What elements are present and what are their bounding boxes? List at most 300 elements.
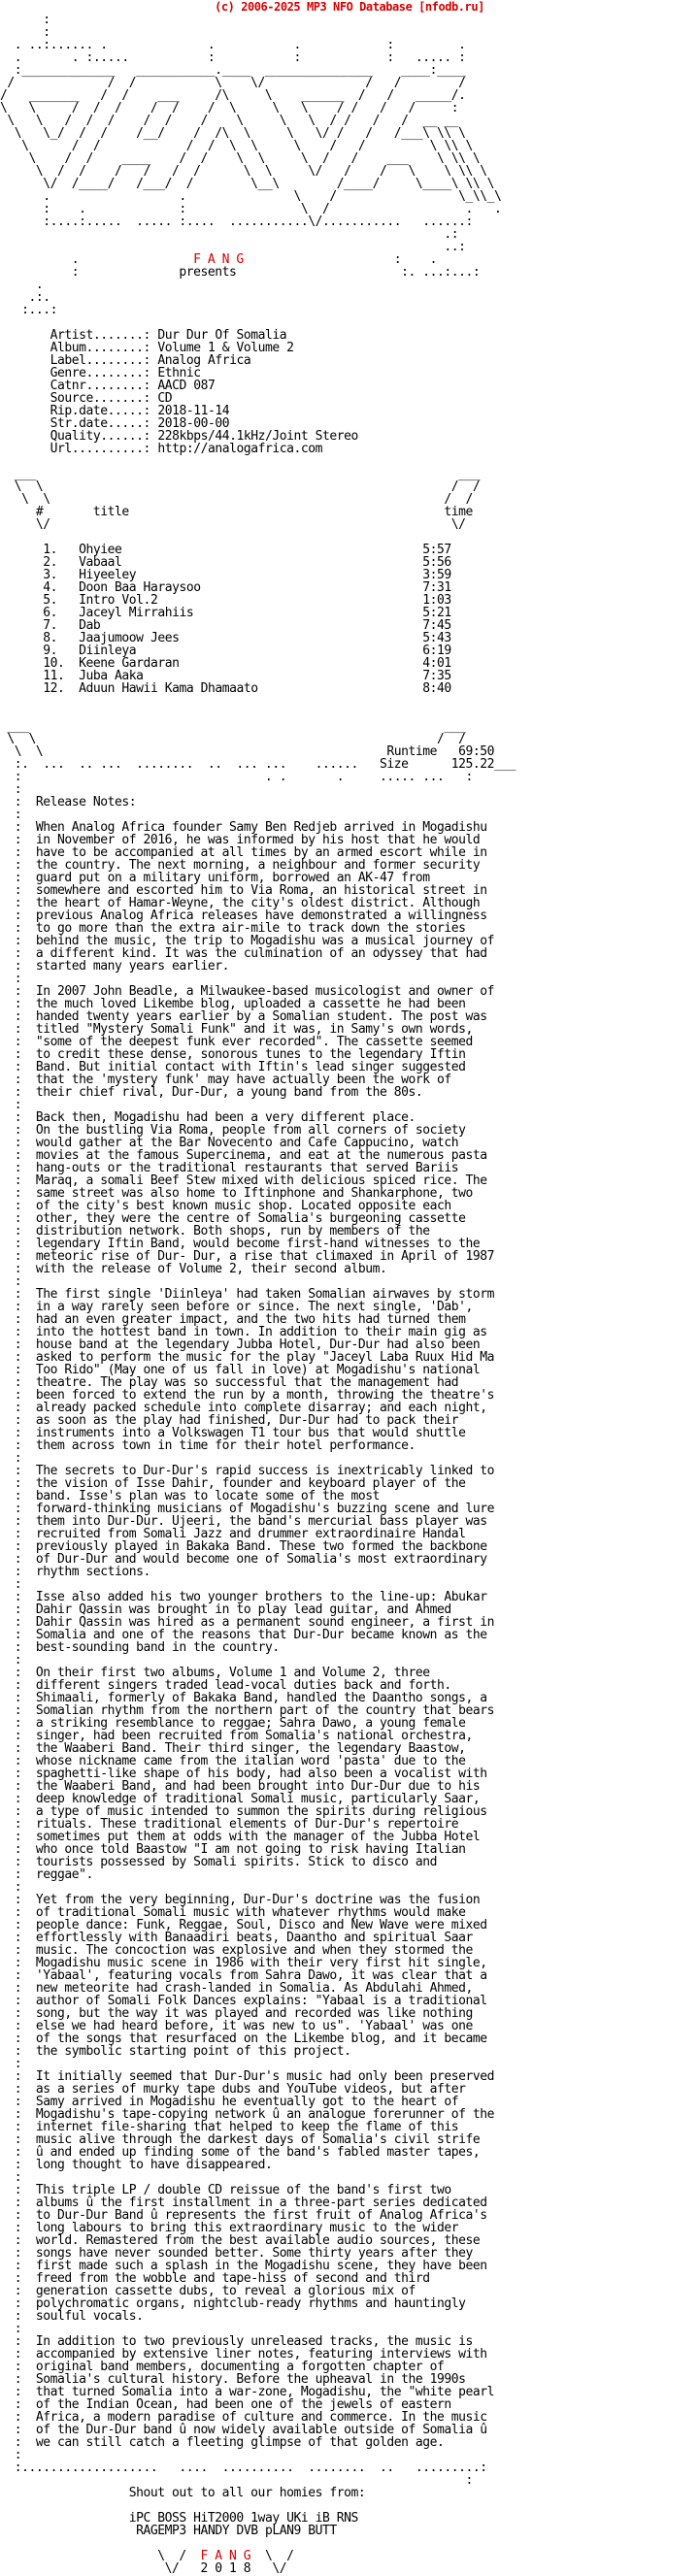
info-label: Url..........: xyxy=(50,442,150,456)
track-title: Juba Aaka xyxy=(79,669,144,683)
notes-line: : new meteorite had crash-landed in Somalia. As Abdulahi Ahmed, xyxy=(0,1981,473,1996)
shoutout-text: Shout out to all our homies from: xyxy=(128,2486,366,2500)
notes-text: new meteorite had crash-landed in Somalia. As Abdulahi Ahmed, xyxy=(35,1981,473,1996)
notes-line: : original band members, documenting a forgotten chapter of xyxy=(0,2360,445,2374)
notes-line: : of traditional Somali music with whatever rhythms would make xyxy=(0,1905,466,1920)
track-time: 3:59 xyxy=(422,568,451,582)
ascii-logo-art: : : . ..:...... . . . : . . . :..... : : : ..... : :_____________ ___________.____ _______________ ____:____ / / / \ \/ / / / / _______ / / ___ /\ \ ______ / / _____/. \ \ / / / / / / \ \ \ / / / / : \ \ / / / / / / \ \ \ / / / / __ __ \ \_/ / / /__/ / /\ \ \ \/ / / /___\ \\ \ \ / / / / \ \ \ / / \ \\ \ \ / / ____ / / \ \ \ / / ___ \ \\ \ \ / / / / / / \ \ \/ / / \ \ \\ \ \/ /____/ /___/ / \__\ /____/ \____\ \\ \ . . \ / \_\\_\ : . : \ / . . :....:..... ..... :.... ...........\/........... ......: .: ..: xyxy=(0,13,502,254)
notes-text: The first single 'Diinleya' had taken Somalian airwaves by storm xyxy=(35,1287,494,1302)
notes-line: : started many years earlier. xyxy=(0,959,230,974)
notes-text: On the bustling Via Roma, people from all corners of society xyxy=(35,1123,466,1138)
notes-text: as soon as the play had finished, Dur-Dur had to pack their xyxy=(35,1413,459,1428)
greetings-line-2 xyxy=(0,2525,699,2537)
notes-text: Yet from the very beginning, Dur-Dur's doctrine was the fusion xyxy=(35,1893,481,1907)
info-label: Rip.date.....: xyxy=(50,404,150,418)
notes-line: : This triple LP / double CD reissue of the band's first two xyxy=(0,2183,451,2197)
track-title: Jaajumoow Jees xyxy=(79,631,180,645)
track-number: 1. xyxy=(43,543,58,557)
notes-text: Mogadishu music scene in 1986 with their very first hit single, xyxy=(35,1956,487,1970)
notes-text: the much loved Likembe blog, uploaded a cassette he had been xyxy=(35,997,466,1011)
notes-line: : long thought to have disappeared. xyxy=(0,2158,273,2172)
notes-line: : the much loved Likembe blog, uploaded a cassette he had been xyxy=(0,997,466,1011)
notes-line: : a striking resemblance to reggae; Sahra Dawo, a young female xyxy=(0,1716,466,1731)
notes-line: : the vision of Isse Dahir, founder and keyboard player of the xyxy=(0,1476,466,1491)
notes-line: : forward-thinking musicians of Mogadishu's buzzing scene and lure xyxy=(0,1502,494,1516)
notes-line: : to Dur-Dur Band û represents the first fruit of Analog Africa's xyxy=(0,2208,487,2223)
notes-line: : them into Dur-Dur. Ujeeri, the band's mercurial bass player was xyxy=(0,1514,487,1529)
notes-line: : world. Remastered from the best available audio sources, these xyxy=(0,2233,481,2248)
notes-line: : into the hottest band in town. In addition to their main gig as xyxy=(0,1325,487,1339)
notes-line: : the Waaberi Band. Their third singer, the legendary Baastow, xyxy=(0,1741,466,1756)
notes-text: songs have never sounded better. Some thirty years after they xyxy=(35,2246,473,2261)
notes-text: Mogadishu's tape-copying network û an analogue forerunner of the xyxy=(35,2107,494,2122)
notes-text: singer, had been recruited from Somalia's national orchestra, xyxy=(35,1729,473,1743)
runtime-label: Runtime xyxy=(386,744,437,759)
spacer: \/ \/ xyxy=(35,517,466,532)
track-title: Dab xyxy=(79,618,101,633)
notes-line: : Dahir Qassin was brought in to play lead guitar, and Ahmed xyxy=(0,1602,451,1617)
info-record-label: Analog Africa xyxy=(157,353,251,368)
notes-line: : The first single 'Diinleya' had taken Somalian airwaves by storm xyxy=(0,1287,494,1302)
notes-text: reggae". xyxy=(35,1867,93,1882)
notes-text: rituals. These traditional elements of Dur-Dur's repertoire xyxy=(35,1817,459,1832)
notes-text: Somalian rhythm from the northern part of the country that bears xyxy=(35,1703,494,1718)
spacer xyxy=(0,2537,699,2550)
notes-line: : song, but the way it was played and recorded was like nothing xyxy=(0,2006,473,2021)
info-url[interactable]: http://analogafrica.com xyxy=(157,442,322,456)
nfodb-header xyxy=(0,0,699,14)
notes-text: in November of 2016, he was informed by his host that he would xyxy=(35,833,481,847)
notes-text: Too Rido" (May one of us fall in love) at Mogadishu's national xyxy=(35,1363,481,1377)
notes-text: previously played in Bakaka Band. These two formed the backbone xyxy=(35,1539,487,1554)
notes-text: accompanied by extensive liner notes, featuring interviews with xyxy=(35,2347,487,2361)
notes-line: : It initially seemed that Dur-Dur's music had only been preserved xyxy=(0,2069,494,2084)
notes-line: : behind the music, the trip to Mogadishu was a musical journey of xyxy=(0,934,494,948)
notes-text: In 2007 John Beadle, a Milwaukee-based musicologist and owner of xyxy=(35,984,494,999)
notes-line: : music. The concoction was explosive and when they stormed the xyxy=(0,1943,473,1958)
notes-line: : soulful vocals. xyxy=(0,2309,144,2324)
notes-line: : somewhere and escorted him to Via Roma, an historical street in xyxy=(0,883,487,898)
notes-line: : Isse also added his two younger brothers to the line-up: Abukar xyxy=(0,1590,487,1604)
notes-line: : Somalia and one of the reasons that Dur-Dur became known as the xyxy=(0,1628,487,1642)
notes-line: : Yet from the very beginning, Dur-Dur's doctrine was the fusion xyxy=(0,1893,481,1907)
notes-text: guard put on a military uniform, borrowed an AK-47 from xyxy=(35,871,430,885)
notes-text: of the Indian Ocean, had been one of the jewels of eastern xyxy=(35,2397,451,2412)
notes-text: albums û the first installment in a three-part series dedicated xyxy=(35,2196,487,2210)
notes-line: : the heart of Hamar-Weyne, the city's oldest district. Although xyxy=(0,896,481,910)
notes-line: : Shimaali, formerly of Bakaka Band, handled the Daantho songs, a xyxy=(0,1691,487,1705)
notes-text: polychromatic organs, nightclub-ready rhythms and hauntingly xyxy=(35,2296,466,2311)
notes-text: else we had heard before, it was new to us". 'Yabaal' was one xyxy=(35,2019,473,2033)
track-time: 7:35 xyxy=(422,669,451,683)
release-notes-body xyxy=(0,821,699,2449)
info-quality: 228kbps/44.1kHz/Joint Stereo xyxy=(157,429,358,444)
notes-line: : of the city's best known music shop. Located opposite each xyxy=(0,1199,451,1213)
notes-text: same street was also home to Iftinphone and Shankarphone, two xyxy=(35,1186,473,1201)
notes-text: author of Somali Folk Dances explains: "Yabaal is a traditional xyxy=(35,1994,487,2008)
track-row xyxy=(0,682,699,695)
track-number: 12. xyxy=(43,681,65,696)
notes-line: : In addition to two previously unreleased tracks, the music is xyxy=(0,2334,473,2349)
notes-line: : as a series of murky tape dubs and YouTube videos, but after xyxy=(0,2082,466,2097)
notes-line: : generation cassette dubs, to reveal a glorious mix of xyxy=(0,2284,416,2298)
notes-line: : On the bustling Via Roma, people from all corners of society xyxy=(0,1123,466,1138)
notes-text: people dance: Funk, Reggae, Soul, Disco and New Wave were mixed xyxy=(35,1918,487,1932)
track-time: 5:57 xyxy=(422,543,451,557)
notes-line: : that turned Somalia into a war-zone, Mogadishu, the "white pearl xyxy=(0,2385,494,2399)
size-label: Size xyxy=(379,757,409,772)
nfo-document xyxy=(0,14,699,2575)
notes-line: : Back then, Mogadishu had been a very different place. xyxy=(0,1110,416,1125)
greetings-groups-1: iPC BOSS HiT2000 1way UKi iB RNS xyxy=(128,2511,358,2526)
info-url-row xyxy=(0,443,699,455)
notes-line: : a type of music intended to summon the spirits during religious xyxy=(0,1804,487,1819)
notes-text: Band. But initial contact with Iftin's lead singer suggested xyxy=(35,1060,466,1074)
notes-line: : else we had heard before, it was new to us". 'Yabaal' was one xyxy=(0,2019,473,2033)
track-time: 7:45 xyxy=(422,618,451,633)
notes-text: The secrets to Dur-Dur's rapid success is inextricably linked to xyxy=(35,1464,494,1478)
notes-line: : to go more than the extra air-mile to track down the stories xyxy=(0,921,466,936)
notes-line: : distribution network. Both shops, run by members of the xyxy=(0,1224,430,1238)
notes-text: first made such a splash in the Mogadishu scene, they have been xyxy=(35,2259,487,2273)
info-label: Genre........: xyxy=(50,366,150,380)
notes-paragraph-gap: : xyxy=(0,1274,22,1289)
notes-text: as a series of murky tape dubs and YouTube videos, but after xyxy=(35,2082,466,2097)
notes-text: that turned Somalia into a war-zone, Mogadishu, the "white pearl xyxy=(35,2385,494,2399)
notes-text: Back then, Mogadishu had been a very different place. xyxy=(35,1110,416,1125)
notes-text: a type of music intended to summon the spirits during religious xyxy=(35,1804,487,1819)
notes-line: : internet file-sharing that helped to keep the flame of this xyxy=(0,2120,459,2134)
notes-text: been forced to extend the run by a month, throwing the theatre's xyxy=(35,1388,494,1403)
notes-text: spaghetti-like shape of his body, had also been a vocalist with xyxy=(35,1767,487,1781)
notes-line: : previous Analog Africa releases have demonstrated a willingness xyxy=(0,908,487,923)
notes-text: legendary Iftin Band, would become first-hand witnesses to the xyxy=(35,1237,481,1251)
notes-text: who once told Baastow "I am not going to risk having Italian xyxy=(35,1842,466,1857)
notes-text: to Dur-Dur Band û represents the first fruit of Analog Africa's xyxy=(35,2208,487,2223)
notes-line: : The secrets to Dur-Dur's rapid success is inextricably linked to xyxy=(0,1464,494,1478)
release-info-block xyxy=(0,316,699,468)
notes-text: of the Dur-Dur band û now widely available outside of Somalia û xyxy=(35,2423,487,2437)
notes-line: : people dance: Funk, Reggae, Soul, Disco and New Wave were mixed xyxy=(0,1918,487,1932)
notes-text: of traditional Somali music with whatever rhythms would make xyxy=(35,1905,466,1920)
notes-text: Isse also added his two younger brothers to the line-up: Abukar xyxy=(35,1590,487,1604)
notes-line: : instruments into a Volkswagen T1 tour bus that would shuttle xyxy=(0,1426,466,1440)
notes-line: : reggae". xyxy=(0,1867,93,1882)
track-title: Doon Baa Haraysoo xyxy=(79,580,201,595)
size-value: 125.22 xyxy=(450,757,495,772)
notes-text: their chief rival, Dur-Dur, a young band from the 80s. xyxy=(35,1085,423,1100)
notes-text: 'Yabaal', featuring vocals from Sahra Dawo, it was clear that a xyxy=(35,1968,487,1983)
track-title: Aduun Hawii Kama Dhamaato xyxy=(79,681,258,696)
notes-text: behind the music, the trip to Mogadishu was a musical journey of xyxy=(35,934,494,948)
notes-text: already packed schedule into complete disarray; and each night, xyxy=(35,1401,487,1415)
notes-line: : theatre. The play was so successful that the management had xyxy=(0,1375,459,1390)
notes-line: : music alive through the darkest days of Somalia's civil strife xyxy=(0,2132,481,2147)
notes-text: rhythm sections. xyxy=(35,1565,150,1579)
track-time: 5:56 xyxy=(422,555,451,570)
notes-text: Samy arrived in Mogadishu he eventually got to the heart of xyxy=(35,2095,459,2109)
info-strdate: 2018-00-00 xyxy=(157,416,230,431)
track-time: 8:40 xyxy=(422,681,451,696)
spacer: : xyxy=(0,808,22,822)
notes-heading-text: Release Notes: xyxy=(35,795,137,809)
notes-line: : of the songs that resurfaced on the Likembe blog, and it became xyxy=(0,2031,487,2046)
notes-line: : would gather at the Bar Novecento and Cafe Cappucino, watch xyxy=(0,1136,459,1150)
notes-line: : of Dur-Dur and would become one of Somalia's most extraordinary xyxy=(0,1552,487,1567)
notes-text: would gather at the Bar Novecento and Cafe Cappucino, watch xyxy=(35,1136,459,1150)
notes-text: them across town in time for their hotel performance. xyxy=(35,1438,416,1453)
notes-text: theatre. The play was so successful that the management had xyxy=(35,1375,459,1390)
notes-text: Dahir Qassin was hired as a permanent sound engineer, a first in xyxy=(35,1615,494,1630)
notes-text: Maraq, a somali Beef Stew mixed with delicious spiced rice. The xyxy=(35,1173,487,1188)
notes-line: : in November of 2016, he was informed by his host that he would xyxy=(0,833,481,847)
col-num: # xyxy=(35,505,44,519)
notes-line: : On their first two albums, Volume 1 and Volume 2, three xyxy=(0,1666,430,1680)
notes-text: world. Remastered from the best available audio sources, these xyxy=(35,2233,481,2248)
notes-line: : Dahir Qassin was hired as a permanent sound engineer, a first in xyxy=(0,1615,494,1630)
notes-text: In addition to two previously unreleased tracks, the music is xyxy=(35,2334,473,2349)
track-time: 4:01 xyxy=(422,656,451,671)
notes-paragraph-gap: : xyxy=(0,1653,22,1668)
notes-text: house band at the legendary Jubba Hotel, Dur-Dur had also been xyxy=(35,1338,481,1352)
track-time: 6:19 xyxy=(422,644,451,658)
notes-line: : "some of the deepest funk ever recorded". The cassette seemed xyxy=(0,1035,473,1049)
notes-line: : legendary Iftin Band, would become first-hand witnesses to the xyxy=(0,1237,481,1251)
track-time: 7:31 xyxy=(422,580,451,595)
notes-paragraph-gap: : xyxy=(0,1577,22,1592)
notes-text: On their first two albums, Volume 1 and Volume 2, three xyxy=(35,1666,430,1680)
notes-line: : Too Rido" (May one of us fall in love) at Mogadishu's national xyxy=(0,1363,481,1377)
notes-line: : have to be accompanied at all times by an armed escort while in xyxy=(0,845,487,860)
greetings-groups-2: RAGEMP3 HANDY DVB pLAN9 BUTT xyxy=(136,2524,337,2538)
notes-line: : Somalian rhythm from the northern part of the country that bears xyxy=(0,1703,494,1718)
notes-text: long labours to bring this extraordinary music to the wider xyxy=(35,2221,459,2235)
notes-text: to go more than the extra air-mile to track down the stories xyxy=(35,921,466,936)
info-label: Catnr........: xyxy=(50,379,150,393)
info-label: Source.......: xyxy=(50,391,150,406)
notes-text: best-sounding band in the country. xyxy=(35,1640,280,1655)
group-name: F A N G xyxy=(193,252,244,267)
notes-line: : freed from the wobble and tape-hiss of second and third xyxy=(0,2271,430,2286)
footer-group-name: F A N G xyxy=(200,2549,251,2563)
notes-line: : meteoric rise of Dur- Dur, a rise that climaxed in April of 1987 xyxy=(0,1249,494,1264)
info-label: Label........: xyxy=(50,353,150,368)
footer-group-line: \ / F A N G \ / xyxy=(0,2549,294,2563)
notes-paragraph-gap: : xyxy=(0,2057,22,2071)
track-time: 5:21 xyxy=(422,606,451,620)
notes-text: the Waaberi Band. Their third singer, the legendary Baastow, xyxy=(35,1741,466,1756)
notes-paragraph-gap: : xyxy=(0,2170,22,2185)
track-time: 1:03 xyxy=(422,593,451,608)
notes-text: music alive through the darkest days of Somalia's civil strife xyxy=(35,2132,481,2147)
presents-text: presents xyxy=(179,265,237,280)
info-ripdate: 2018-11-14 xyxy=(157,404,230,418)
notes-line: : movies at the famous Supercinema, and eat at the numerous pasta xyxy=(0,1148,487,1163)
notes-line: : whose nickname came from the italian word 'pasta' due to the xyxy=(0,1754,466,1768)
notes-line: : accompanied by extensive liner notes, featuring interviews with xyxy=(0,2347,487,2361)
track-number: 4. xyxy=(43,580,58,595)
notes-text: When Analog Africa founder Samy Ben Redjeb arrived in Mogadishu xyxy=(35,820,487,835)
notes-line: : we can still catch a fleeting glimpse of that golden age. xyxy=(0,2435,445,2450)
notes-line: : effortlessly with Banaadiri beats, Daantho and spiritual Saar xyxy=(0,1931,473,1945)
notes-text: Africa, a modern paradise of culture and commerce. In the music xyxy=(35,2410,487,2425)
copyright-text: (c) 2006-2025 MP3 NFO Database [nfodb.ru] xyxy=(215,0,484,14)
notes-line: : who once told Baastow "I am not going to risk having Italian xyxy=(0,1842,466,1857)
notes-text: previous Analog Africa releases have demonstrated a willingness xyxy=(35,908,487,923)
notes-text: distribution network. Both shops, run by members of the xyxy=(35,1224,430,1238)
notes-text: movies at the famous Supercinema, and eat at the numerous pasta xyxy=(35,1148,487,1163)
notes-text: Shimaali, formerly of Bakaka Band, handled the Daantho songs, a xyxy=(35,1691,487,1705)
notes-text: of the city's best known music shop. Located opposite each xyxy=(35,1199,451,1213)
notes-paragraph-gap: : xyxy=(0,972,22,986)
notes-text: û and ended up finding some of the band's fabled master tapes, xyxy=(35,2145,481,2160)
notes-text: with the release of Volume 2, their second album. xyxy=(35,1262,387,1276)
track-number: 3. xyxy=(43,568,58,582)
notes-text: music. The concoction was explosive and when they stormed the xyxy=(35,1943,473,1958)
notes-text: a striking resemblance to reggae; Sahra Dawo, a young female xyxy=(35,1716,466,1731)
track-number: 5. xyxy=(43,593,58,608)
presents-line: : presents :. ...:...: xyxy=(0,265,481,280)
footer-year: 2 0 1 8 xyxy=(200,2561,251,2576)
notes-text: recruited from Somali Jazz and drummer extraordinaire Handal xyxy=(35,1527,466,1541)
runtime-value: 69:50 xyxy=(458,744,495,759)
notes-text: Somalia's cultural history. Before the upheaval in the 1990s xyxy=(35,2372,466,2387)
notes-line: : tourists possessed by Somali spirits. Stick to disco and xyxy=(0,1855,437,1869)
notes-text: the vision of Isse Dahir, founder and keyboard player of the xyxy=(35,1476,466,1491)
notes-line: : asked to perform the music for the play "Jaceyl Laba Ruux Hid Ma xyxy=(0,1350,494,1365)
notes-text: into the hottest band in town. In addition to their main gig as xyxy=(35,1325,487,1339)
notes-line: : Mogadishu's tape-copying network û an analogue forerunner of the xyxy=(0,2107,494,2122)
notes-line: : first made such a splash in the Mogadishu scene, they have been xyxy=(0,2259,487,2273)
shoutout-line xyxy=(0,2487,699,2499)
notes-text: deep knowledge of traditional Somali music, particularly Saar, xyxy=(35,1792,481,1806)
notes-line: : albums û the first installment in a three-part series dedicated xyxy=(0,2196,487,2210)
notes-text: had an even greater impact, and the two hits had turned them xyxy=(35,1312,466,1327)
notes-text: have to be accompanied at all times by an armed escort while in xyxy=(35,845,487,860)
notes-text: instruments into a Volkswagen T1 tour bus that would shuttle xyxy=(35,1426,466,1440)
track-title: Keene Gardaran xyxy=(79,656,180,671)
notes-line: : author of Somali Folk Dances explains: "Yabaal is a traditional xyxy=(0,1994,487,2008)
track-list xyxy=(0,544,699,695)
notes-text: the country. The next morning, a neighbour and former security xyxy=(35,858,481,873)
info-label: Quality......: xyxy=(50,429,150,444)
notes-text: other, they were the centre of Somalia's burgeoning cassette xyxy=(35,1211,466,1226)
notes-line: : different singers traded lead-vocal duties back and forth. xyxy=(0,1678,451,1693)
notes-line: : in a way rarely seen before or since. The next single, 'Dab', xyxy=(0,1300,473,1314)
notes-text: the Waaberi Band, and had been brought into Dur-Dur due to his xyxy=(35,1779,481,1794)
notes-line: : long labours to bring this extraordinary music to the wider xyxy=(0,2221,459,2235)
notes-paragraph-gap: : xyxy=(0,1880,22,1895)
track-number: 2. xyxy=(43,555,58,570)
info-album: Volume 1 & Volume 2 xyxy=(157,341,294,355)
notes-line: : û and ended up finding some of the band's fabled master tapes, xyxy=(0,2145,481,2160)
notes-text: It initially seemed that Dur-Dur's music had only been preserved xyxy=(35,2069,494,2084)
notes-line: : Maraq, a somali Beef Stew mixed with delicious spiced rice. The xyxy=(0,1173,487,1188)
notes-line: : the country. The next morning, a neighbour and former security xyxy=(0,858,481,873)
notes-line: : best-sounding band in the country. xyxy=(0,1640,280,1655)
greetings-line-1 xyxy=(0,2512,699,2525)
notes-line: : of the Dur-Dur band û now widely available outside of Somalia û xyxy=(0,2423,487,2437)
notes-line: : had an even greater impact, and the two hits had turned them xyxy=(0,1312,466,1327)
info-catnr: AACD 087 xyxy=(157,379,216,393)
info-label: Artist.......: xyxy=(50,328,150,343)
track-title: Jaceyl Mirrahiis xyxy=(79,606,194,620)
notes-text: Somalia and one of the reasons that Dur-Dur became known as the xyxy=(35,1628,487,1642)
track-title: Ohyiee xyxy=(79,543,122,557)
notes-line: : Somalia's cultural history. Before the upheaval in the 1990s xyxy=(0,2372,466,2387)
notes-text: them into Dur-Dur. Ujeeri, the band's mercurial bass player was xyxy=(35,1514,487,1529)
notes-line: : songs have never sounded better. Some thirty years after they xyxy=(0,2246,473,2261)
notes-divider-bottom: : :................... .... .......... ........ .. .........: : xyxy=(14,2448,487,2488)
col-title: title xyxy=(92,505,129,519)
notes-text: of Dur-Dur and would become one of Somalia's most extraordinary xyxy=(35,1552,487,1567)
notes-line: : the Waaberi Band, and had been brought into Dur-Dur due to his xyxy=(0,1779,481,1794)
notes-line: : handed twenty years earlier by a Somalian student. The post was xyxy=(0,1009,487,1024)
notes-text: titled "Mystery Somali Funk" and it was, in Samy's own words, xyxy=(35,1022,473,1037)
track-title: Diinleya xyxy=(79,644,137,658)
notes-text: internet file-sharing that helped to keep the flame of this xyxy=(35,2120,459,2134)
track-number: 8. xyxy=(43,631,58,645)
notes-line: : recruited from Somali Jazz and drummer extraordinaire Handal xyxy=(0,1527,466,1541)
notes-text: meteoric rise of Dur- Dur, a rise that climaxed in April of 1987 xyxy=(35,1249,494,1264)
info-source: CD xyxy=(157,391,173,406)
notes-text: whose nickname came from the italian word 'pasta' due to the xyxy=(35,1754,466,1768)
notes-line: : of the Indian Ocean, had been one of the jewels of eastern xyxy=(0,2397,451,2412)
track-title: Hiyeeley xyxy=(79,568,137,582)
notes-line: : singer, had been recruited from Somalia's national orchestra, xyxy=(0,1729,473,1743)
notes-line: : Africa, a modern paradise of culture and commerce. In the music xyxy=(0,2410,487,2425)
notes-text: a different kind. It was the culmination of an odyssey that had xyxy=(35,946,487,961)
notes-text: long thought to have disappeared. xyxy=(35,2158,273,2172)
notes-paragraph-gap: : xyxy=(0,1451,22,1466)
notes-text: sometimes put them at odds with the manager of the Jubba Hotel xyxy=(35,1830,481,1844)
notes-line: : previously played in Bakaka Band. These two formed the backbone xyxy=(0,1539,487,1554)
notes-line: : to credit these dense, sonorous tunes to the legendary Iftin xyxy=(0,1047,466,1062)
notes-line: : as soon as the play had finished, Dur-Dur had to pack their xyxy=(0,1413,459,1428)
notes-line: : Band. But initial contact with Iftin's lead singer suggested xyxy=(0,1060,466,1074)
notes-text: tourists possessed by Somali spirits. Stick to disco and xyxy=(35,1855,437,1869)
size-row: :. ... .. ... ........ .. ... ... ...... Size 125.22___ xyxy=(0,757,516,772)
group-logo-line: . F A N G : . xyxy=(0,252,437,267)
notes-line: : same street was also home to Iftinphone and Shankarphone, two xyxy=(0,1186,473,1201)
tracklist-divider-top: ___ ___ \ \ / / \ \ / / xyxy=(14,467,481,507)
info-label: Str.date.....: xyxy=(50,416,150,431)
notes-text: somewhere and escorted him to Via Roma, an historical street in xyxy=(35,883,487,898)
col-time: time xyxy=(444,505,473,519)
notes-paragraph-gap: : xyxy=(0,2322,22,2336)
notes-text: generation cassette dubs, to reveal a glorious mix of xyxy=(35,2284,416,2298)
notes-text: freed from the wobble and tape-hiss of second and third xyxy=(35,2271,430,2286)
info-genre: Ethnic xyxy=(157,366,201,380)
notes-line: : the symbolic starting point of this project. xyxy=(0,2044,351,2059)
info-artist: Dur Dur Of Somalia xyxy=(157,328,287,343)
notes-line: : their chief rival, Dur-Dur, a young band from the 80s. xyxy=(0,1085,423,1100)
notes-text: to credit these dense, sonorous tunes to the legendary Iftin xyxy=(35,1047,466,1062)
notes-line: : Mogadishu music scene in 1986 with their very first hit single, xyxy=(0,1956,487,1970)
notes-text: original band members, documenting a forgotten chapter of xyxy=(35,2360,445,2374)
notes-text: soulful vocals. xyxy=(35,2309,144,2324)
track-time: 5:43 xyxy=(422,631,451,645)
notes-line: : sometimes put them at odds with the manager of the Jubba Hotel xyxy=(0,1830,481,1844)
notes-line: : deep knowledge of traditional Somali music, particularly Saar, xyxy=(0,1792,481,1806)
notes-line: : them across town in time for their hotel performance. xyxy=(0,1438,416,1453)
notes-line: : been forced to extend the run by a month, throwing the theatre's xyxy=(0,1388,494,1403)
track-number: 9. xyxy=(43,644,58,658)
notes-text: asked to perform the music for the play "Jaceyl Laba Ruux Hid Ma xyxy=(35,1350,494,1365)
notes-line: : with the release of Volume 2, their second album. xyxy=(0,1262,387,1276)
track-number: 10. xyxy=(43,656,65,671)
notes-line: : hang-outs or the traditional restaurants that served Bariis xyxy=(0,1161,459,1175)
